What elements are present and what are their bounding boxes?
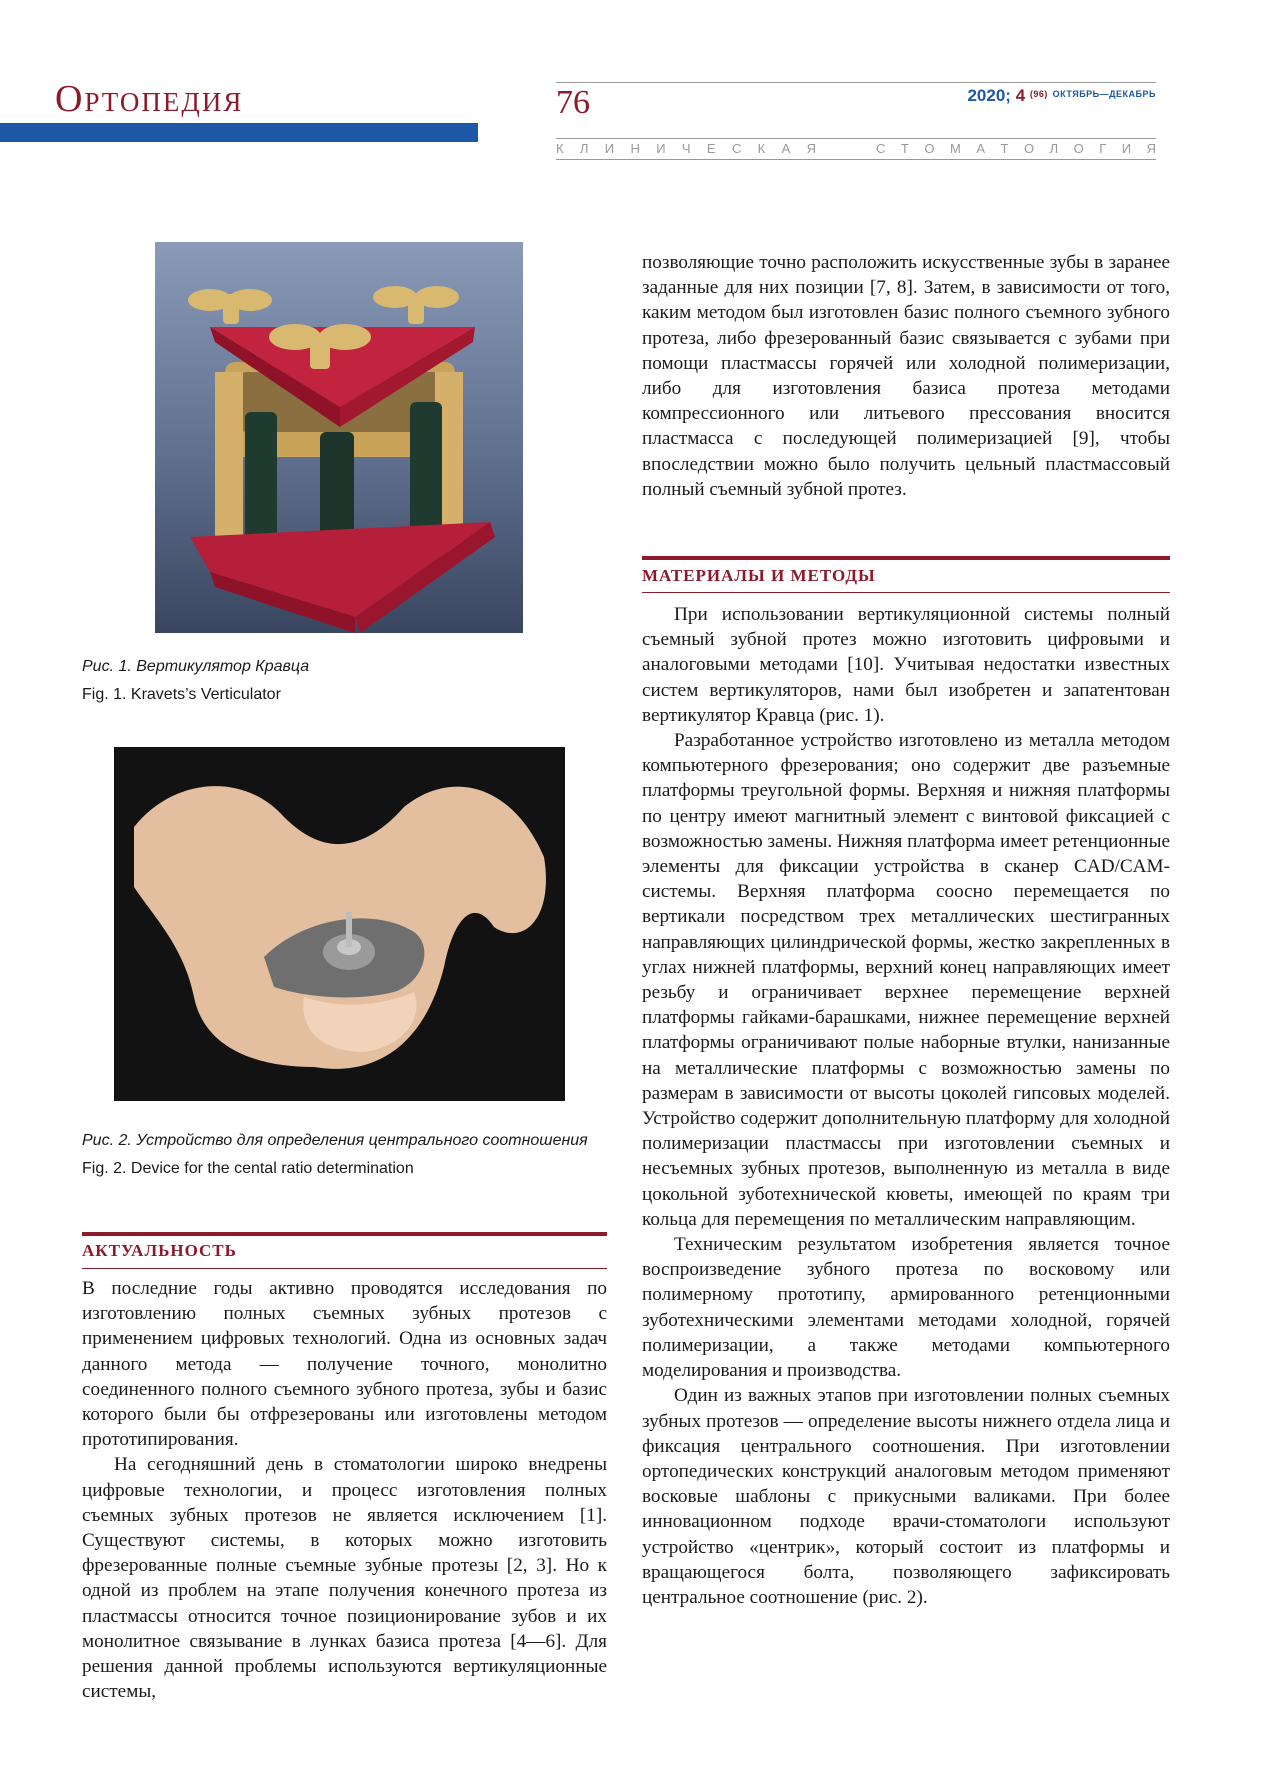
issue-sub: (96) (1029, 89, 1048, 99)
section-rule-top (642, 556, 1170, 560)
paragraph: На сегодняшний день в стоматологии широко внедрены цифровые технологии, и процесс изготовления полных съемных зубных протезов не является исключением [1]. Существуют системы, в которых можно изготовить фрезерованные полные съемные зубные протезы [2, 3]. Но к одной из проблем на этапе получения конечного протеза из пластмассы относится точное позиционирование зубов и их монолитное связывание в лунках базиса протеза [4—6]. Для решения данной проблемы используются вертикуляционные системы, (82, 1454, 607, 1703)
header-rule-bottom (556, 159, 1156, 160)
journal-letter: С (876, 141, 886, 156)
journal-letter: С (731, 141, 742, 156)
figure-2-device-photo (114, 747, 565, 1101)
journal-letter: И (1121, 141, 1132, 156)
section-rule-bottom (82, 1268, 607, 1269)
journal-letter: Г (1099, 141, 1107, 156)
journal-letter: Ч (681, 141, 691, 156)
journal-word-2 (876, 141, 1156, 156)
figure-1-caption-en: Fig. 1. Kravets’s Verticulator (82, 686, 281, 703)
figure-1-verticulator-photo (155, 242, 523, 633)
right-column-top-text (642, 250, 1170, 502)
figure-2-caption-ru: Рис. 2. Устройство для определения центрального соотношения (82, 1132, 588, 1149)
journal-letter: А (976, 141, 985, 156)
journal-letter: О (1073, 141, 1084, 156)
journal-letter: К (556, 141, 564, 156)
issue-months: ОКТЯБРЬ—ДЕКАБРЬ (1052, 89, 1156, 99)
journal-letter: Т (900, 141, 909, 156)
issue-year: 2020; (967, 86, 1011, 105)
paragraph: Один из важных этапов при изготовлении полных съемных зубных протезов — определение высоты нижнего отдела лица и фиксация центрального соотношения. При изготовлении ортопедических конструкций аналоговым методом применяют восковые шаблоны с прикусными валиками. При более инновационном подходе врачи-стоматологи используют устройство «центрик», который состоит из платформы и вращающегося болта, позволяющего зафиксировать центральное соотношение (рис. 2). (642, 1385, 1170, 1608)
journal-letter: О (1023, 141, 1035, 156)
figure-1-caption-ru: Рис. 1. Вертикулятор Кравца (82, 658, 310, 675)
paragraph: Техническим результатом изобретения является точное воспроизведение зубного протеза по восковому или полимерному прототипу, армированного ретенционными зуботехническими элементами методами холодной, горячей полимеризации, а также методами компьютерного моделирования и производства. (642, 1234, 1170, 1382)
journal-letter: Л (579, 141, 589, 156)
journal-letter: Е (706, 141, 716, 156)
journal-letter: Н (630, 141, 640, 156)
journal-letter: И (604, 141, 615, 156)
heading-materials-methods: МАТЕРИАЛЫ И МЕТОДЫ (642, 566, 876, 585)
header-rule-top (556, 82, 1156, 83)
issue-number: 4 (1015, 86, 1026, 105)
journal-word-1 (556, 141, 816, 156)
paragraph: позволяющие точно расположить искусственные зубы в заранее заданные для них позиции [7, 8]. Затем, в зависимости от того, каким методом был изготовлен базис полного съемного зубного протеза, либо фрезерованный базис связывается с зубами при помощи пластмассы горячей или холодной полимеризации, либо для изготовления базиса протеза методами компрессионного или литьевого прессования вносится пластмасса с последующей полимеризацией [9], чтобы впоследствии можно было получить цельный пластмассовый полный съемный зубной протез. (642, 252, 1170, 500)
right-column-text (642, 602, 1170, 1610)
figure-2-caption-en: Fig. 2. Device for the cental ratio determination (82, 1160, 414, 1177)
journal-letter: Я (806, 141, 816, 156)
paragraph: При использовании вертикуляционной системы полный съемный зубной протез можно изготовить цифровыми и аналоговыми методами [10]. Учитывая недостатки известных систем вертикуляторов, нами был изобретен и запатентован вертикулятор Кравца (рис. 1). (642, 604, 1170, 726)
verticulator-illustration (155, 242, 523, 633)
journal-letter: К (757, 141, 766, 156)
section-color-bar (0, 123, 478, 142)
journal-letter: М (949, 141, 961, 156)
section-rule-top (82, 1232, 607, 1236)
paragraph: В последние годы активно проводятся исследования по изготовлению полных съемных зубных протезов с применением цифровых технологий. Одна из основных задач данного метода — получение точного, монолитно соединенного полного съемного зубного протеза, зубы и базис которого были бы отфрезерованы или изготовлены методом прототипирования. (82, 1278, 607, 1451)
journal-letter: А (781, 141, 791, 156)
journal-letter: О (924, 141, 935, 156)
page-number: 76 (556, 84, 590, 121)
journal-letter: Л (1049, 141, 1059, 156)
issue-info (967, 86, 1156, 106)
journal-letter: Т (1000, 141, 1009, 156)
journal-title (556, 141, 1156, 156)
header-rule-mid (556, 138, 1156, 139)
paragraph: Разработанное устройство изготовлено из металла методом компьютерного фрезерования; оно содержит две разъемные платформы треугольной формы. Верхняя и нижняя платформы по центру имеют магнитный элемент с винтовой фиксацией с возможностью замены. Нижняя платформа имеет ретенционные элементы для фиксации устройства в сканер CAD/CAM-системы. Верхняя платформа соосно перемещается по вертикали посредством трех металлических шестигранных направляющих цилиндрической формы, жестко закрепленных в углах нижней платформы, верхний конец направляющих имеет резьбу и ограничивает верхнее перемещение верхней платформы гайками-барашками, нижнее перемещение верхней платформы ограничивают полые наборные втулки, нанизанные на металлические платформы с возможностью замены по размерам в зависимости от высоты цоколей гипсовых моделей. Устройство содержит дополнительную платформу для холодной полимеризации пластмассы при изготовлении съемных и несъемных зубных протезов, выполненную из металла в виде цокольной зуботехнической кюветы, имеющей по краям три кольца для перемещения по металлическим направляющим. (642, 730, 1170, 1230)
journal-letter: И (656, 141, 666, 156)
centric-device-illustration (114, 747, 565, 1101)
left-column-text (82, 1276, 607, 1704)
section-rule-bottom (642, 592, 1170, 593)
heading-relevance: АКТУАЛЬНОСТЬ (82, 1241, 237, 1260)
section-title: Ортопедия (55, 78, 244, 120)
journal-letter: Я (1146, 141, 1156, 156)
